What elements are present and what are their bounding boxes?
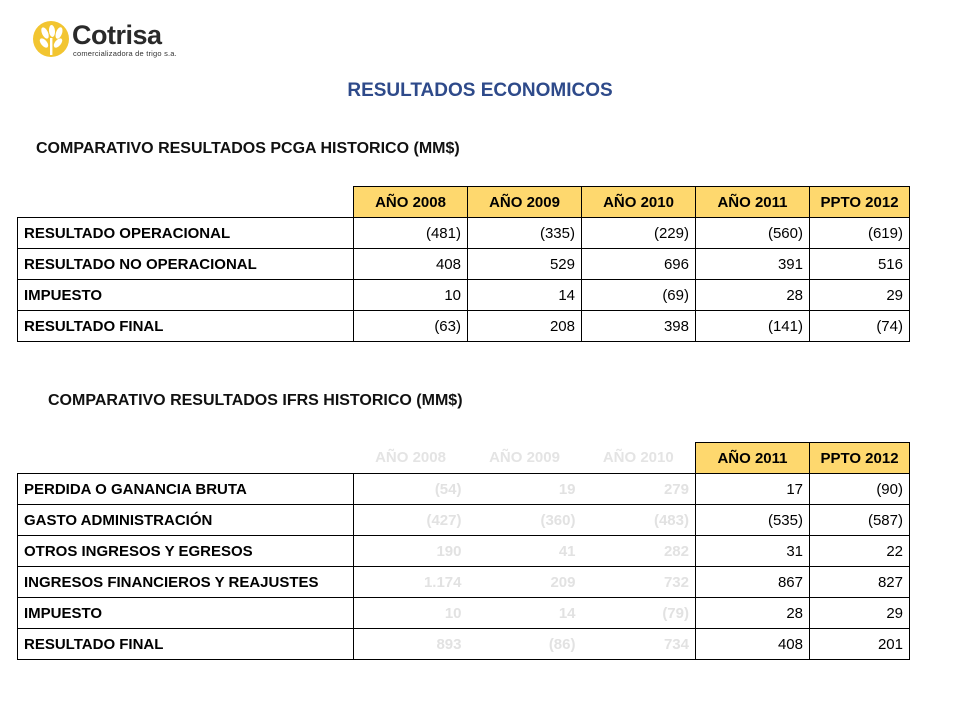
- cell-value: (335): [468, 218, 582, 249]
- cell-value: 22: [810, 536, 910, 567]
- table2-title: COMPARATIVO RESULTADOS IFRS HISTORICO (MM$): [48, 392, 463, 409]
- column-header: AÑO 2011: [696, 187, 810, 218]
- cell-value: (74): [810, 311, 910, 342]
- row-label: PERDIDA O GANANCIA BRUTA: [18, 474, 354, 505]
- cell-value: 867: [696, 567, 810, 598]
- cell-value: (481): [354, 218, 468, 249]
- cell-value-faded: 19: [468, 474, 582, 505]
- cell-value-faded: 732: [582, 567, 696, 598]
- table-row: [18, 598, 910, 629]
- header-spacer: [18, 443, 354, 474]
- cell-value-faded: (360): [468, 505, 582, 536]
- row-label: INGRESOS FINANCIEROS Y REAJUSTES: [18, 567, 354, 598]
- cell-value: (69): [582, 280, 696, 311]
- table-header-row: [18, 187, 910, 218]
- cell-value-faded: 279: [582, 474, 696, 505]
- row-label: IMPUESTO: [18, 598, 354, 629]
- page-title: RESULTADOS ECONOMICOS: [347, 80, 613, 101]
- table1-title: COMPARATIVO RESULTADOS PCGA HISTORICO (MM$): [36, 140, 460, 157]
- cell-value: 17: [696, 474, 810, 505]
- pcga-results-table: [17, 186, 910, 342]
- cell-value: 28: [696, 598, 810, 629]
- cell-value: 208: [468, 311, 582, 342]
- table-row: [18, 474, 910, 505]
- cell-value: 14: [468, 280, 582, 311]
- cell-value-faded: 209: [468, 567, 582, 598]
- cell-value: (90): [810, 474, 910, 505]
- cell-value-faded: 190: [354, 536, 468, 567]
- column-header: PPTO 2012: [810, 443, 910, 474]
- cell-value-faded: (79): [582, 598, 696, 629]
- cell-value: (560): [696, 218, 810, 249]
- cell-value: 10: [354, 280, 468, 311]
- cell-value: 408: [696, 629, 810, 660]
- cell-value: 28: [696, 280, 810, 311]
- table-header-row: [18, 443, 910, 474]
- cell-value: 516: [810, 249, 910, 280]
- cell-value: (229): [582, 218, 696, 249]
- cell-value: 398: [582, 311, 696, 342]
- table-row: [18, 567, 910, 598]
- column-header-faded: AÑO 2009: [468, 443, 582, 474]
- cell-value-faded: (54): [354, 474, 468, 505]
- cell-value: 29: [810, 598, 910, 629]
- table-row: [18, 218, 910, 249]
- cell-value-faded: (427): [354, 505, 468, 536]
- logo-tagline: comercializadora de trigo s.a.: [73, 49, 177, 58]
- table-row: [18, 249, 910, 280]
- cell-value-faded: 10: [354, 598, 468, 629]
- column-header: AÑO 2009: [468, 187, 582, 218]
- row-label: IMPUESTO: [18, 280, 354, 311]
- cell-value-faded: 282: [582, 536, 696, 567]
- cell-value-faded: 734: [582, 629, 696, 660]
- row-label: RESULTADO FINAL: [18, 629, 354, 660]
- column-header: PPTO 2012: [810, 187, 910, 218]
- cell-value-faded: 1.174: [354, 567, 468, 598]
- column-header: AÑO 2008: [354, 187, 468, 218]
- row-label: RESULTADO OPERACIONAL: [18, 218, 354, 249]
- cell-value: 529: [468, 249, 582, 280]
- row-label: RESULTADO NO OPERACIONAL: [18, 249, 354, 280]
- column-header-faded: AÑO 2010: [582, 443, 696, 474]
- row-label: OTROS INGRESOS Y EGRESOS: [18, 536, 354, 567]
- cell-value: 201: [810, 629, 910, 660]
- cell-value: 391: [696, 249, 810, 280]
- cell-value: (587): [810, 505, 910, 536]
- company-logo: [32, 20, 192, 64]
- table-row: [18, 505, 910, 536]
- header-spacer: [18, 187, 354, 218]
- cell-value: 408: [354, 249, 468, 280]
- cell-value-faded: 14: [468, 598, 582, 629]
- wheat-icon: [32, 20, 70, 58]
- cell-value-faded: (483): [582, 505, 696, 536]
- cell-value-faded: (86): [468, 629, 582, 660]
- column-header-faded: AÑO 2008: [354, 443, 468, 474]
- column-header: AÑO 2011: [696, 443, 810, 474]
- ifrs-results-table: [17, 442, 910, 660]
- table-row: [18, 536, 910, 567]
- logo-wordmark: Cotrisa: [72, 20, 162, 50]
- cell-value: (63): [354, 311, 468, 342]
- table-row: [18, 280, 910, 311]
- cell-value: 29: [810, 280, 910, 311]
- table-row: [18, 311, 910, 342]
- cell-value: (141): [696, 311, 810, 342]
- cell-value: 31: [696, 536, 810, 567]
- cell-value-faded: 893: [354, 629, 468, 660]
- cell-value: (535): [696, 505, 810, 536]
- column-header: AÑO 2010: [582, 187, 696, 218]
- row-label: RESULTADO FINAL: [18, 311, 354, 342]
- cell-value: 696: [582, 249, 696, 280]
- cell-value-faded: 41: [468, 536, 582, 567]
- cell-value: 827: [810, 567, 910, 598]
- cell-value: (619): [810, 218, 910, 249]
- row-label: GASTO ADMINISTRACIÓN: [18, 505, 354, 536]
- table-row: [18, 629, 910, 660]
